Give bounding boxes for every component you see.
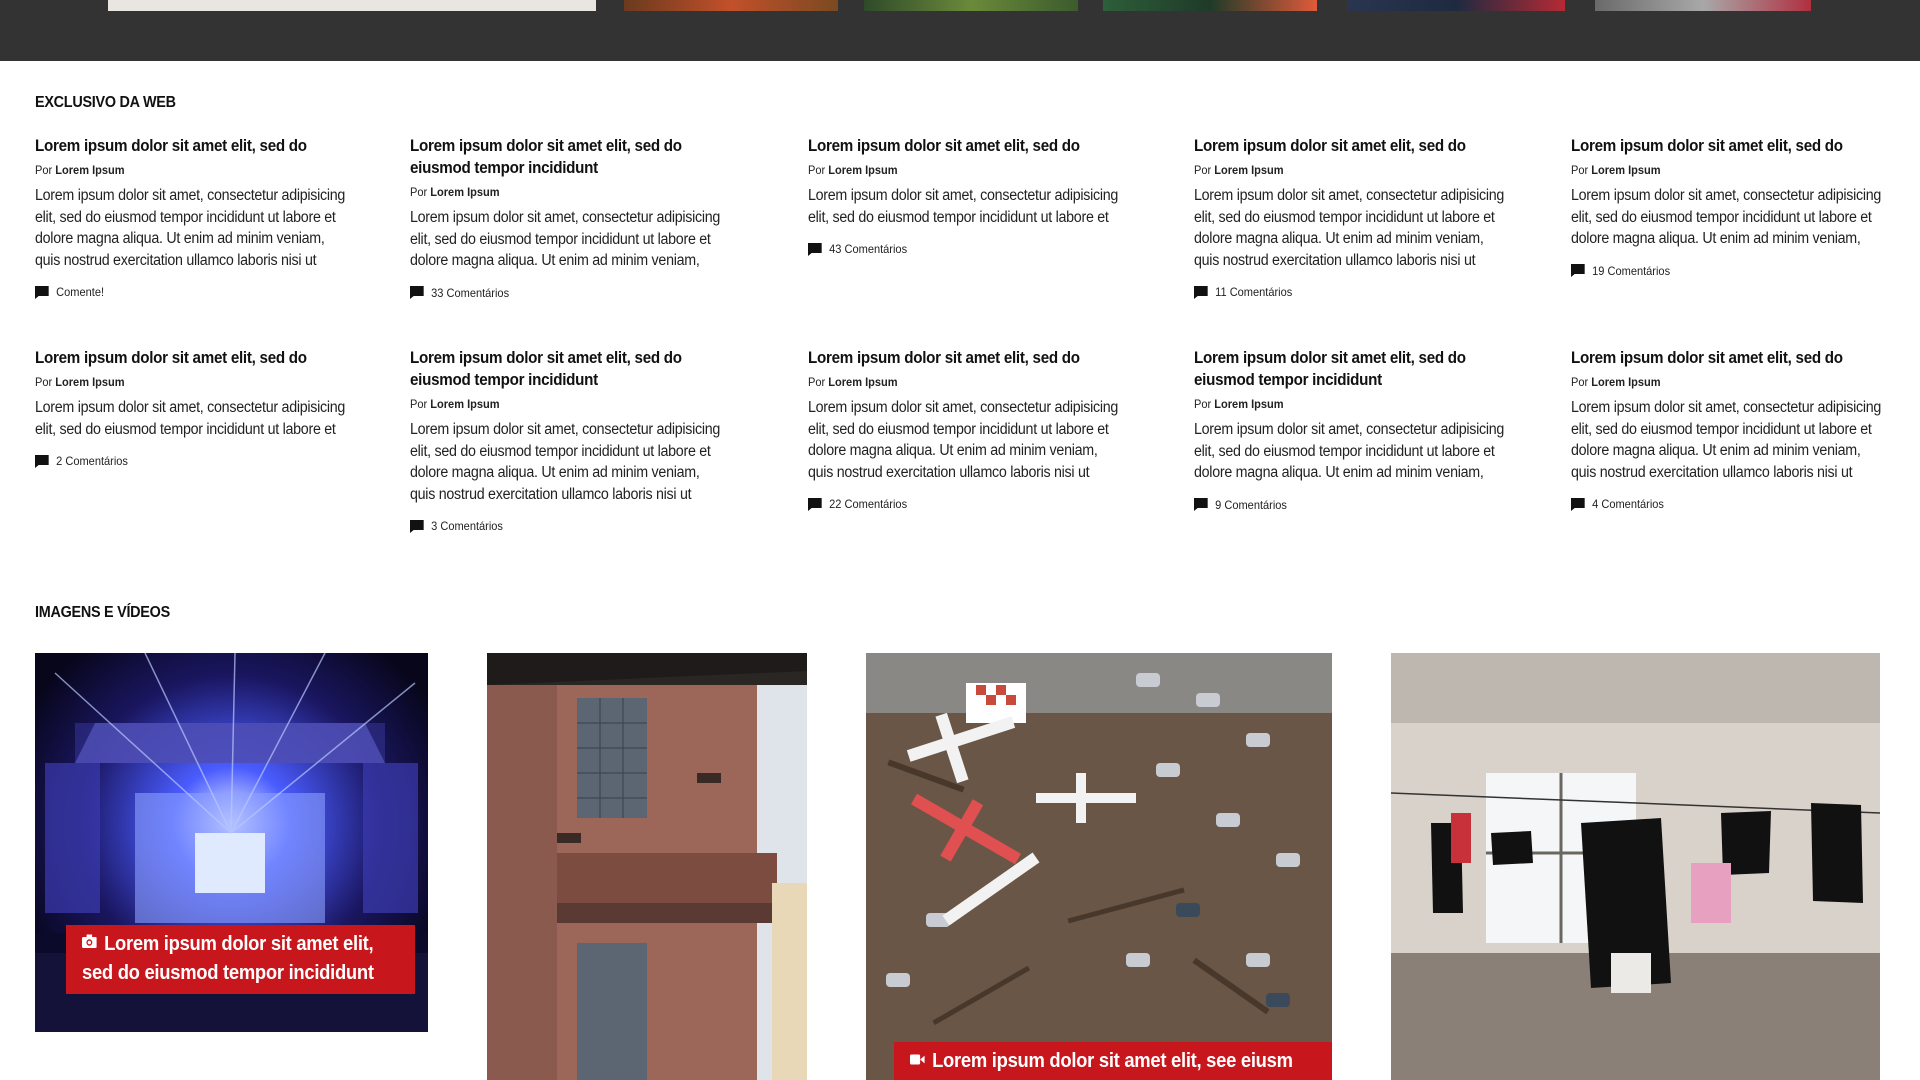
article-author [1194,163,1488,177]
article-author [410,397,704,411]
article-title[interactable]: Lorem ipsum dolor sit amet elit, sed do [808,349,1080,367]
media-card-gallery[interactable] [35,653,428,1032]
author-name[interactable]: Lorem Ipsum [1591,375,1661,389]
article-author [410,185,704,199]
comment-icon [410,520,424,533]
author-prefix: Por [1571,163,1589,177]
media-card-image[interactable] [487,653,807,1080]
article-excerpt: Lorem ipsum dolor sit amet, consectetur adipisicing elit, sed do eiusmod tempor incididunt ut labore et dolore magna aliqua. Ut enim ad minim veniam, quis nostrud exercitation ullamco laboris nisi ut [410,421,721,503]
comments-link[interactable] [808,497,1102,511]
article-card[interactable] [410,135,730,300]
author-prefix: Por [808,163,826,177]
comments-link[interactable] [35,454,329,468]
article-excerpt: Lorem ipsum dolor sit amet, consectetur adipisicing elit, sed do eiusmod tempor incididunt ut labore et [808,187,1119,226]
article-title[interactable]: Lorem ipsum dolor sit amet elit, sed do [35,137,307,155]
carousel-thumb[interactable] [1103,0,1317,11]
article-author [1571,163,1865,177]
author-name[interactable]: Lorem Ipsum [430,185,500,199]
article-title[interactable]: Lorem ipsum dolor sit amet elit, sed do [808,137,1080,155]
article-title[interactable]: Lorem ipsum dolor sit amet elit, sed do [35,349,307,367]
comments-link[interactable] [1571,264,1865,278]
comments-count: 2 Comentários [56,454,128,468]
article-card[interactable] [35,135,355,299]
author-prefix: Por [1571,375,1589,389]
comment-icon [1571,498,1585,511]
article-title[interactable]: Lorem ipsum dolor sit amet elit, sed do [1571,137,1843,155]
room-photo [1391,653,1880,1080]
comments-link[interactable] [1194,285,1488,299]
article-card[interactable] [1571,347,1891,511]
media-caption-text: Lorem ipsum dolor sit amet elit, sed do eiusmod tempor incididunt [82,933,374,985]
author-prefix: Por [410,185,428,199]
building-photo [487,653,807,1080]
article-author [35,163,329,177]
author-name[interactable]: Lorem Ipsum [1214,163,1284,177]
article-excerpt: Lorem ipsum dolor sit amet, consectetur adipisicing elit, sed do eiusmod tempor incididunt ut labore et dolore magna aliqua. Ut enim ad minim veniam, [410,209,721,269]
media-caption-video[interactable] [894,1042,1332,1080]
section-title-exclusive: EXCLUSIVO DA WEB [35,94,176,111]
media-caption-text: Lorem ipsum dolor sit amet elit, see eiusm [932,1050,1293,1072]
article-card[interactable] [1571,135,1891,278]
author-name[interactable]: Lorem Ipsum [55,375,125,389]
author-prefix: Por [35,163,53,177]
article-card[interactable] [410,347,730,533]
author-prefix: Por [1194,397,1212,411]
carousel-thumb[interactable] [1347,0,1565,11]
section-title-media: IMAGENS E VÍDEOS [35,604,170,621]
article-title[interactable]: Lorem ipsum dolor sit amet elit, sed do eiusmod tempor incididunt [410,349,682,389]
camera-icon [82,928,97,957]
article-title[interactable]: Lorem ipsum dolor sit amet elit, sed do [1194,137,1466,155]
article-excerpt: Lorem ipsum dolor sit amet, consectetur adipisicing elit, sed do eiusmod tempor incididunt ut labore et dolore magna aliqua. Ut enim ad minim veniam, quis nostrud exercitation ullamco laboris nisi ut [1571,399,1882,481]
media-card-image[interactable] [1391,653,1880,1080]
comments-count: 11 Comentários [1215,285,1293,299]
comment-icon [35,455,49,468]
comment-icon [410,286,424,299]
carousel-thumb[interactable] [864,0,1078,11]
author-name[interactable]: Lorem Ipsum [55,163,125,177]
article-card[interactable] [808,347,1128,511]
article-excerpt: Lorem ipsum dolor sit amet, consectetur adipisicing elit, sed do eiusmod tempor incididunt ut labore et dolore magna aliqua. Ut enim ad minim veniam, [1194,421,1505,481]
comment-icon [1571,264,1585,277]
author-prefix: Por [410,397,428,411]
comment-icon [808,243,822,256]
author-name[interactable]: Lorem Ipsum [828,163,898,177]
author-name[interactable]: Lorem Ipsum [1591,163,1661,177]
article-author [35,375,329,389]
article-excerpt: Lorem ipsum dolor sit amet, consectetur adipisicing elit, sed do eiusmod tempor incididunt ut labore et dolore magna aliqua. Ut enim ad minim veniam, [1571,187,1882,247]
author-prefix: Por [808,375,826,389]
comments-link[interactable] [410,286,704,300]
comments-link[interactable] [410,519,704,533]
article-excerpt: Lorem ipsum dolor sit amet, consectetur adipisicing elit, sed do eiusmod tempor incididunt ut labore et [35,399,346,438]
comments-count: 43 Comentários [829,242,908,256]
media-caption-gallery[interactable] [66,925,415,994]
article-author [808,375,1102,389]
article-author [1194,397,1488,411]
debris-photo [866,653,1332,1080]
comment-icon [35,286,49,299]
comments-link[interactable] [1194,498,1488,512]
article-card[interactable] [1194,347,1514,512]
comments-link[interactable] [35,285,329,299]
comments-count: Comente! [56,285,105,299]
author-name[interactable]: Lorem Ipsum [828,375,898,389]
article-title[interactable]: Lorem ipsum dolor sit amet elit, sed do eiusmod tempor incididunt [1194,349,1466,389]
top-carousel-strip [0,0,1920,61]
carousel-thumb[interactable] [108,0,596,11]
article-excerpt: Lorem ipsum dolor sit amet, consectetur adipisicing elit, sed do eiusmod tempor incididunt ut labore et dolore magna aliqua. Ut enim ad minim veniam, quis nostrud exercitation ullamco laboris nisi ut [1194,187,1505,269]
article-excerpt: Lorem ipsum dolor sit amet, consectetur adipisicing elit, sed do eiusmod tempor incididunt ut labore et dolore magna aliqua. Ut enim ad minim veniam, quis nostrud exercitation ullamco laboris nisi ut [35,187,346,269]
article-author [808,163,1102,177]
comments-count: 19 Comentários [1592,263,1671,278]
author-prefix: Por [35,375,53,389]
comments-link[interactable] [1571,497,1865,511]
comment-icon [808,498,822,511]
author-name[interactable]: Lorem Ipsum [1214,397,1284,411]
comment-icon [1194,498,1208,511]
article-title[interactable]: Lorem ipsum dolor sit amet elit, sed do [1571,349,1843,367]
comments-count: 3 Comentários [431,519,503,533]
author-prefix: Por [1194,163,1212,177]
comments-count: 22 Comentários [829,497,908,511]
comments-count: 33 Comentários [431,285,510,300]
carousel-thumb[interactable] [624,0,838,11]
comments-count: 9 Comentários [1215,497,1287,512]
article-excerpt: Lorem ipsum dolor sit amet, consectetur adipisicing elit, sed do eiusmod tempor incididunt ut labore et dolore magna aliqua. Ut enim ad minim veniam, quis nostrud exercitation ullamco laboris nisi ut [808,399,1119,481]
article-author [1571,375,1865,389]
author-name[interactable]: Lorem Ipsum [430,397,500,411]
comment-icon [1194,286,1208,299]
comments-link[interactable] [808,242,1102,256]
media-card-video[interactable] [866,653,1332,1080]
comments-count: 4 Comentários [1592,497,1664,511]
article-title[interactable]: Lorem ipsum dolor sit amet elit, sed do eiusmod tempor incididunt [410,137,682,177]
article-card[interactable] [1194,135,1514,299]
carousel-thumb[interactable] [1595,0,1811,11]
article-card[interactable] [35,347,355,468]
video-camera-icon [910,1045,925,1074]
article-card[interactable] [808,135,1128,256]
